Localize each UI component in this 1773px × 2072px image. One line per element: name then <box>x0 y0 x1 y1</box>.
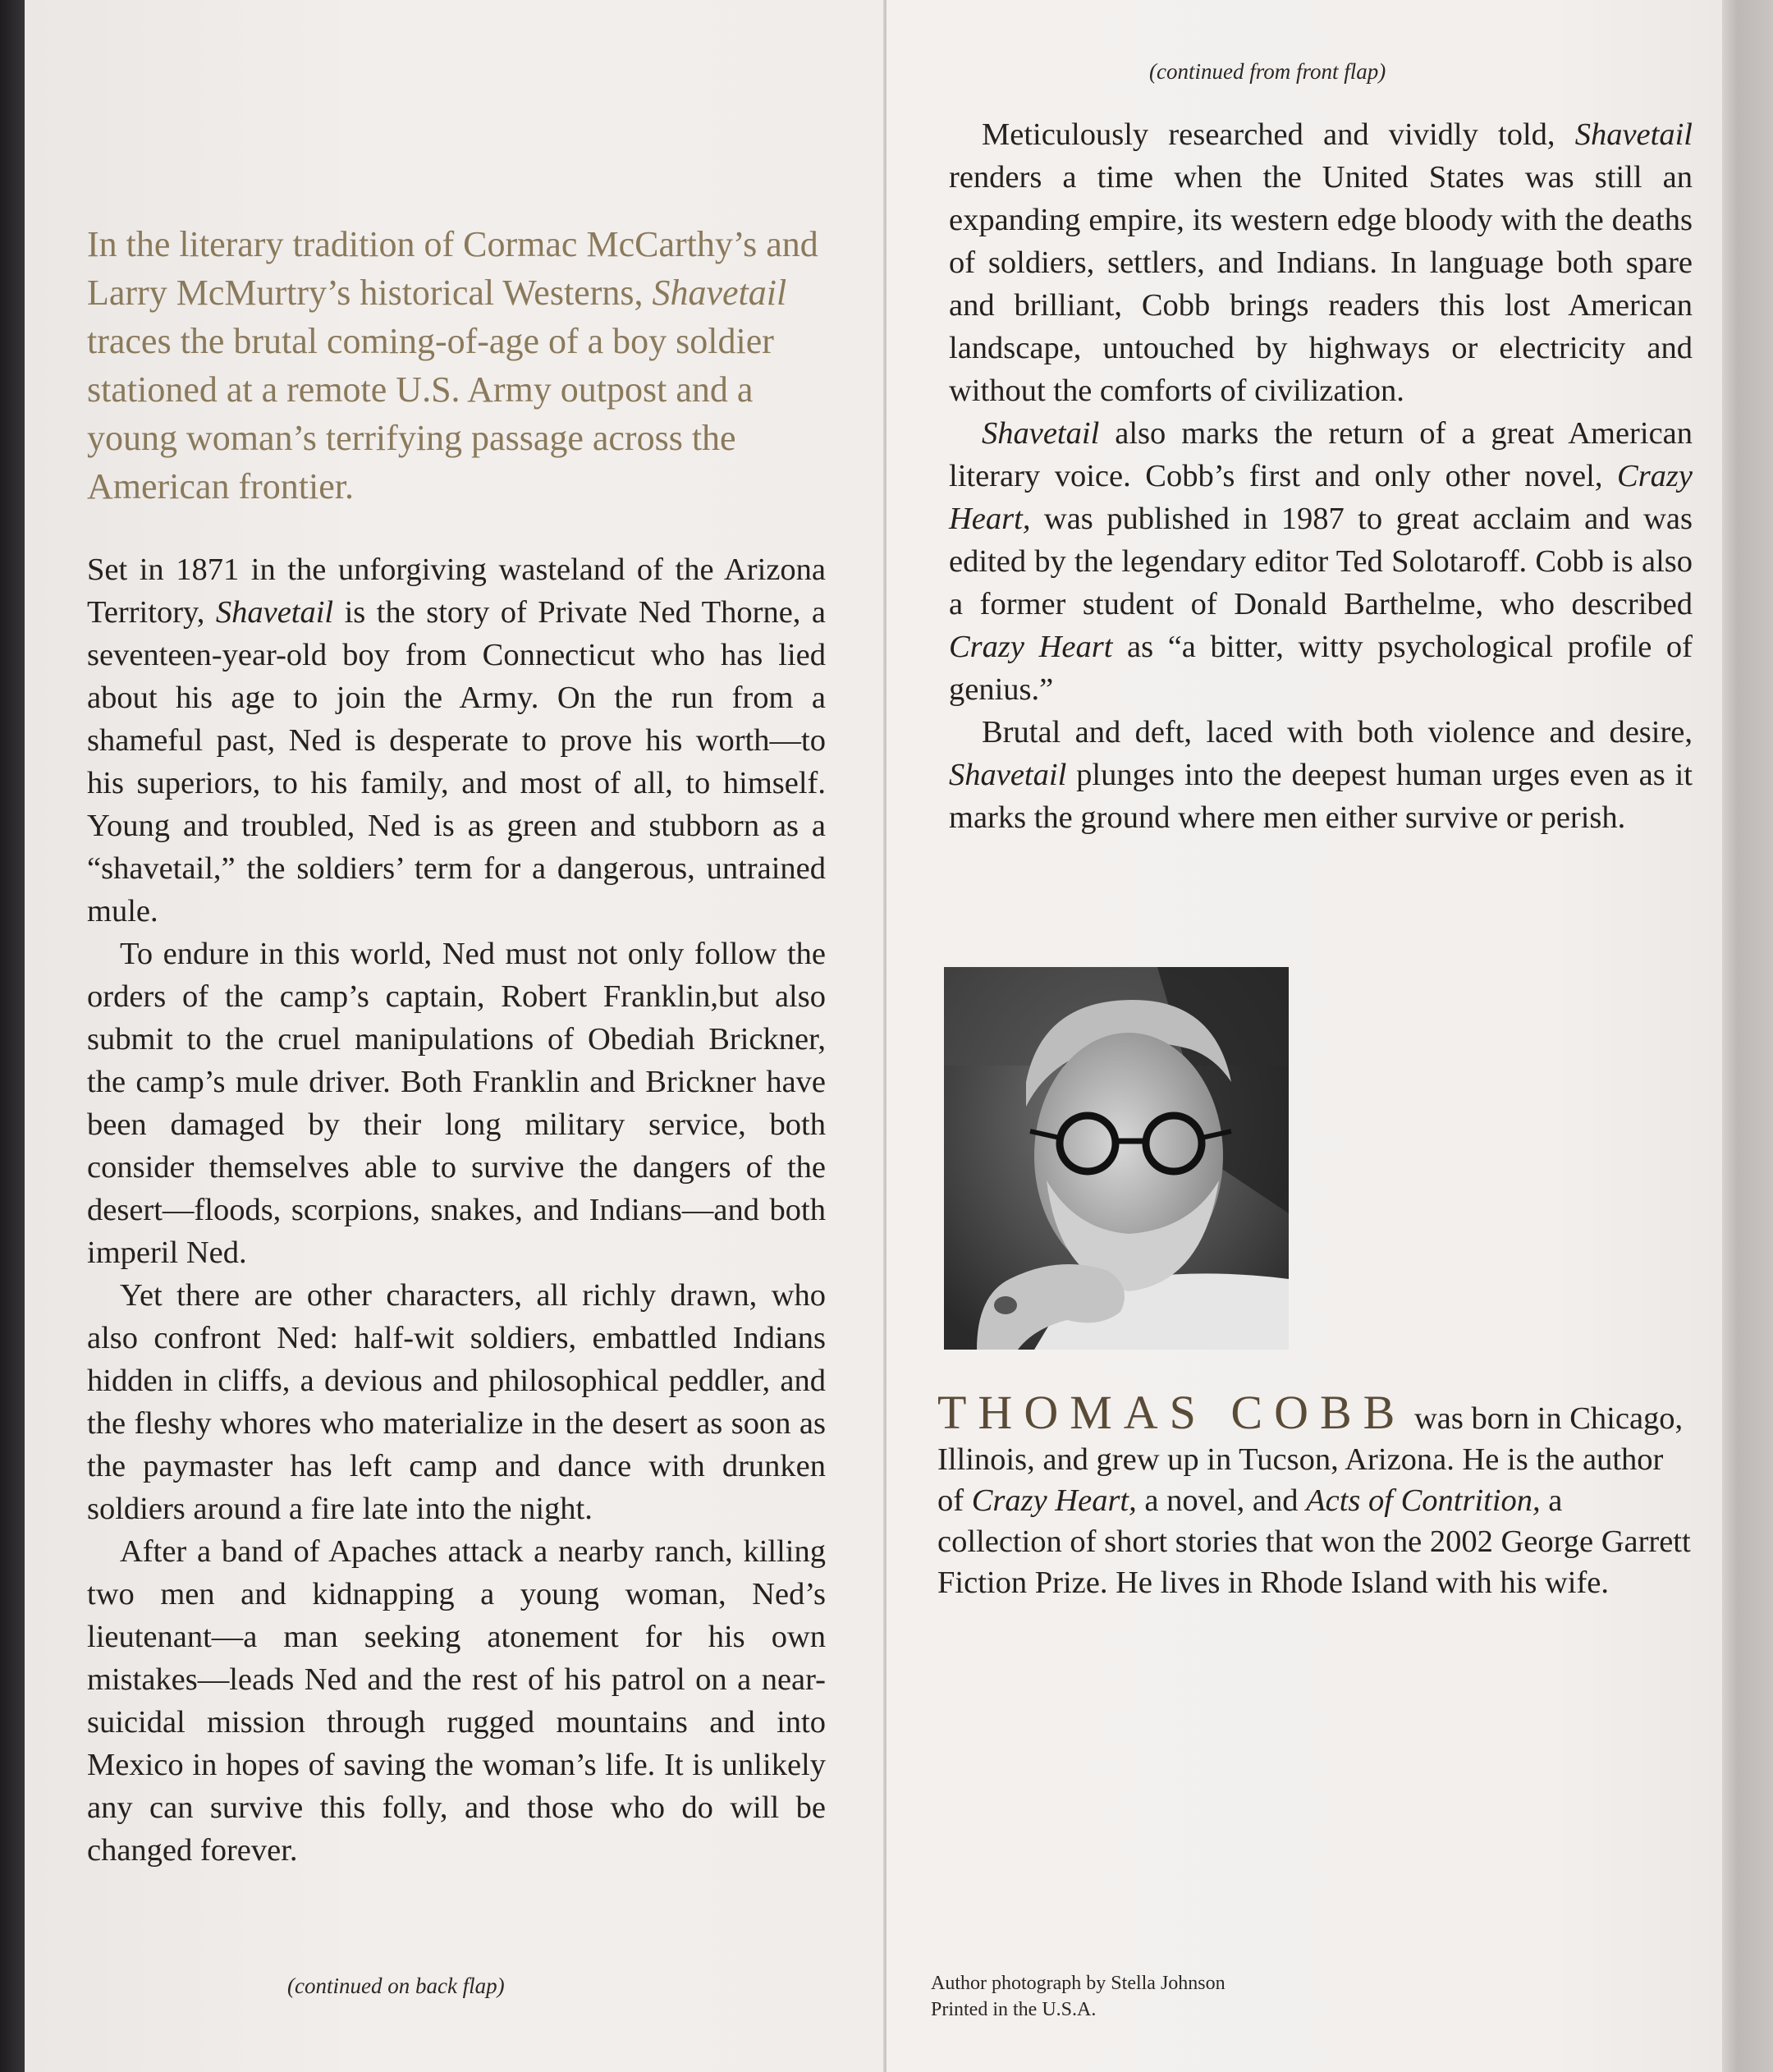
paragraph-2: To endure in this world, Ned must not only follow the orders of the camp’s captain, Robert Franklin,but also submit to the cruel manipulations of Obediah Brickner, the camp’s mule driver. Both Franklin and Brickner have been damaged by their long military service, both consider themselves able to survive the dangers of the desert—floods, scorpions, snakes, and Indians—and both imperil Ned. <box>87 937 826 1270</box>
continued-on-back-note: (continued on back flap) <box>287 1973 505 1998</box>
back-paragraph-2-text-c: as “a bitter, witty psychological profile of genius.” <box>949 630 1693 707</box>
photo-credit: Author photograph by Stella Johnson <box>931 1973 1226 1994</box>
paragraph-1 <box>87 548 826 933</box>
paragraph-1-text-b: is the story of Private Ned Thorne, a seventeen-year-old boy from Connecticut who has lied about his age to join the Army. On the run from a shameful past, Ned is desperate to prove his worth—to his superiors, to his family, and most of all, to himself. Young and troubled, Ned is as green and stubborn as a “shavetail,” the soldiers’ term for a dangerous, untrained mule. <box>87 595 826 928</box>
back-paragraph-1 <box>949 113 1693 412</box>
back-paragraph-3-book-title: Shavetail <box>949 758 1067 792</box>
author-bio-book-1: Crazy Heart, <box>971 1483 1137 1518</box>
lead-text-2: traces the brutal coming-of-age of a boy soldier stationed at a remote U.S. Army outpost and a young woman’s terrifying passage across the American frontier. <box>87 321 774 507</box>
author-name: THOMAS COBB <box>937 1386 1407 1439</box>
author-bio-text-b: a novel, and <box>1136 1483 1307 1518</box>
lead-text-1: In the literary tradition of Cormac McCarthy’s and Larry McMurtry’s historical Westerns, <box>87 224 818 313</box>
credits <box>931 1970 1226 2023</box>
back-paragraph-2 <box>949 412 1693 711</box>
author-bio <box>937 1386 1693 1603</box>
author-bio-text-c: a collection of short stories that won the 2002 George Garrett Fiction Prize. He lives in Rhode Island with his wife. <box>937 1483 1691 1600</box>
back-paragraph-2-book-title: Shavetail <box>982 416 1100 451</box>
back-paragraph-2-novel-title-2: Crazy Heart <box>949 630 1113 664</box>
back-paragraph-1-book-title: Shavetail <box>1574 117 1693 152</box>
printed-in: Printed in the U.S.A. <box>931 1999 1097 2020</box>
back-paragraph-2-novel-title: Crazy Heart, <box>949 459 1693 536</box>
back-paragraph-3-text-b: plunges into the deepest human urges even as it marks the ground where men either survive or perish. <box>949 758 1693 835</box>
back-paragraph-1-text-a: Meticulously researched and vividly told, <box>982 117 1575 152</box>
author-bio-book-2: Acts of Contrition, <box>1306 1483 1541 1518</box>
continued-from-front-note: (continued from front flap) <box>1149 59 1386 84</box>
paragraph-4: After a band of Apaches attack a nearby ranch, killing two men and kidnapping a young woman, Ned’s lieutenant—a man seeking atonement for his own mistakes—leads Ned and the rest of his patrol on a near-suicidal mission through rugged mountains and into Mexico in hopes of saving the woman’s life. It is unlikely any can survive this folly, and those who do will be changed forever. <box>87 1534 826 1868</box>
paragraph-3: Yet there are other characters, all richly drawn, who also confront Ned: half-wit soldiers, embattled Indians hidden in cliffs, a devious and philosophical peddler, and the fleshy whores who materialize in the desert as soon as the paymaster has left camp and dance with drunken soldiers around a fire late into the night. <box>87 1278 826 1526</box>
paragraph-1-text-a: Set in 1871 in the unforgiving wasteland of the Arizona Territory, <box>87 552 826 630</box>
paragraph-1-book-title: Shavetail <box>215 595 334 630</box>
back-flap-body <box>949 113 1693 839</box>
scan-edge-right <box>1722 0 1773 2072</box>
author-portrait-drawing <box>944 967 1289 1350</box>
back-paragraph-2-text-a: also marks the return of a great American literary voice. Cobb’s first and only other novel, <box>949 416 1693 493</box>
back-paragraph-1-text-b: renders a time when the United States was still an expanding empire, its western edge bloody with the deaths of soldiers, settlers, and Indians. In language both spare and brilliant, Cobb brings readers this lost American landscape, untouched by highways or electricity and without the comforts of civilization. <box>949 160 1693 408</box>
front-flap-body <box>87 548 826 1872</box>
lead-blurb <box>87 220 842 511</box>
lead-book-title: Shavetail <box>652 273 787 313</box>
author-bio-text-a: was born in Chicago, Illinois, and grew up in Tucson, Arizona. He is the author of <box>937 1401 1684 1518</box>
back-paragraph-3 <box>949 711 1693 839</box>
author-photo <box>944 967 1289 1350</box>
back-paragraph-3-text-a: Brutal and deft, laced with both violence and desire, <box>982 715 1693 749</box>
back-paragraph-2-text-b: was published in 1987 to great acclaim and was edited by the legendary editor Ted Solotaroff. Cobb is also a former student of Donald Barthelme, who described <box>949 502 1693 621</box>
scan-edge-left <box>0 0 28 2072</box>
